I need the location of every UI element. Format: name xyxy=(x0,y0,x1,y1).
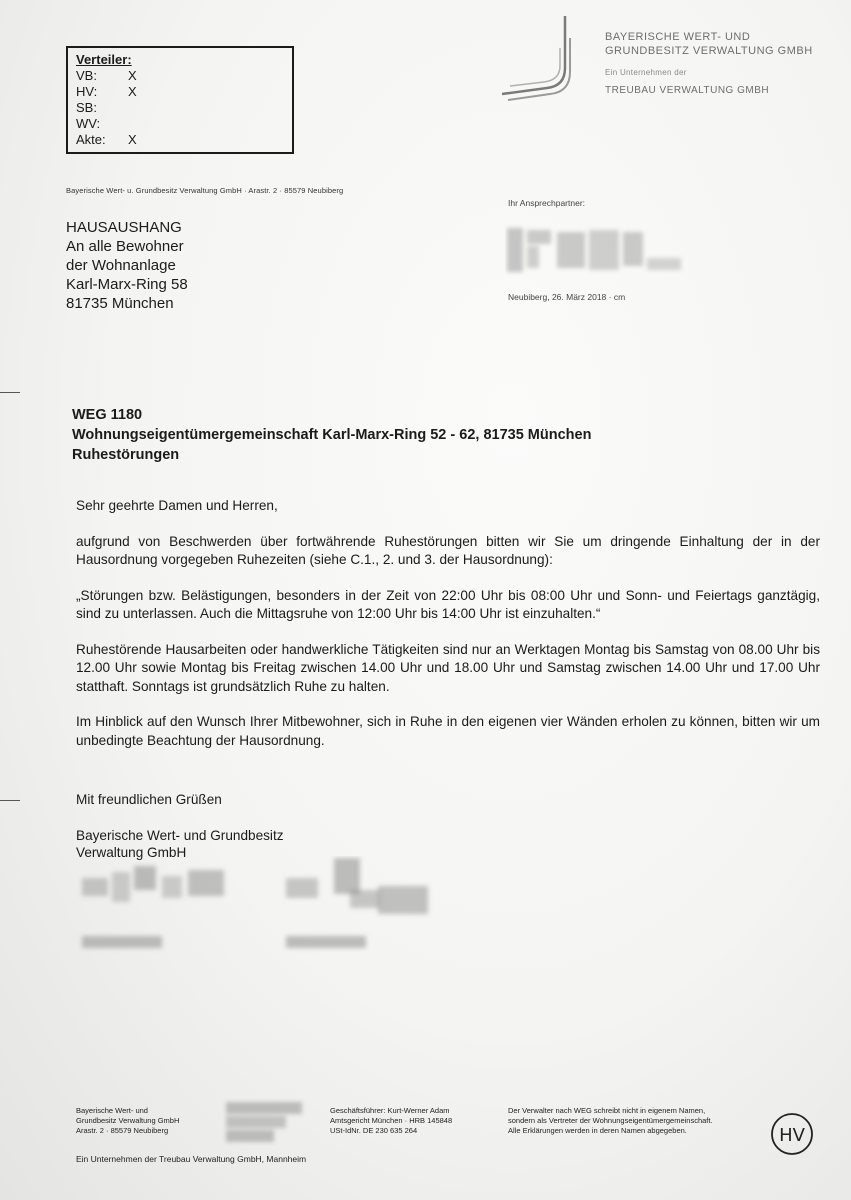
distribution-row-wv xyxy=(76,116,292,132)
recipient-line: der Wohnanlage xyxy=(66,257,176,274)
letter-date: Neubiberg, 26. März 2018 · cm xyxy=(508,292,626,302)
distribution-key: WV: xyxy=(76,116,101,131)
footer-company xyxy=(76,1106,179,1136)
footer-line: sondern als Vertreter der Wohnungseigentümergemeinschaft. xyxy=(508,1116,713,1125)
body-paragraph-3: Ruhestörende Hausarbeiten oder handwerkliche Tätigkeiten sind nur an Werktagen Montag bis Samstag von 08.00 Uhr bis 12.00 Uhr sowie Montag bis Freitag zwischen 14.00 Uhr und 18.00 Uhr und Samstag zwischen 14.00 Uhr und 17.00 Uhr statthaft. Sonntags ist grundsätzlich Ruhe zu halten. xyxy=(76,641,820,694)
recipient-line: An alle Bewohner xyxy=(66,238,184,255)
salutation: Sehr geehrte Damen und Herren, xyxy=(76,498,278,513)
footer-legal-note xyxy=(508,1106,713,1136)
distribution-key: SB: xyxy=(76,100,97,115)
company-logo-text xyxy=(605,30,813,98)
distribution-mark: X xyxy=(128,84,137,99)
subject-topic: Ruhestörungen xyxy=(72,447,180,463)
redacted-contact-name xyxy=(505,222,685,278)
company-line: Bayerische Wert- und Grundbesitz xyxy=(76,828,284,843)
footer-line: Amtsgericht München · HRB 145848 xyxy=(330,1116,453,1125)
footer-line: USt-IdNr. DE 230 635 264 xyxy=(330,1126,418,1135)
distribution-mark: X xyxy=(128,132,137,147)
footer-line: Arastr. 2 · 85579 Neubiberg xyxy=(76,1126,169,1135)
distribution-box xyxy=(66,46,294,154)
body-paragraph-1: aufgrund von Beschwerden über fortwährende Ruhestörungen bitten wir Sie um dringende Einhaltung der in der Hausordnung vorgegeben Ruhezeiten (siehe C.1., 2. und 3. der Hausordnung): xyxy=(76,533,820,567)
letter-body xyxy=(76,497,820,750)
footer-line: Geschäftsführer: Kurt-Werner Adam xyxy=(330,1106,450,1115)
fold-mark-bottom xyxy=(0,800,20,801)
recipient-line: 81735 München xyxy=(66,295,174,312)
distribution-mark xyxy=(128,116,148,132)
redacted-signature-left xyxy=(72,856,242,956)
footer-registry xyxy=(330,1106,452,1136)
logo-sub: Ein Unternehmen der xyxy=(605,68,687,77)
recipient-line: Karl-Marx-Ring 58 xyxy=(66,276,188,293)
footer-line: Alle Erklärungen werden in deren Namen abgegeben. xyxy=(508,1126,687,1135)
fold-mark-top xyxy=(0,392,20,393)
subject-weg: WEG 1180 xyxy=(72,407,143,423)
distribution-mark xyxy=(128,100,148,116)
redacted-signature-right xyxy=(282,856,442,956)
footer-line: Grundbesitz Verwaltung GmbH xyxy=(76,1116,180,1125)
distribution-row-akte xyxy=(76,132,292,148)
redacted-footer-contact xyxy=(222,1098,306,1146)
closing: Mit freundlichen Grüßen xyxy=(76,792,222,807)
distribution-key: VB: xyxy=(76,68,97,83)
logo-treubau: TREUBAU VERWALTUNG GMBH xyxy=(605,85,770,96)
body-paragraph-quote: „Störungen bzw. Belästigungen, besonders in der Zeit von 22:00 Uhr bis 08:00 Uhr und Sonn- und Feiertags ganztägig, sind zu unterlassen. Auch die Mittagsruhe von 12:00 Uhr bis 14:00 Uhr ist einzuhalten.“ xyxy=(76,587,820,621)
distribution-row-sb xyxy=(76,100,292,116)
distribution-title: Verteiler: xyxy=(76,52,132,67)
recipient-address xyxy=(66,218,188,313)
logo-line1: BAYERISCHE WERT- UND xyxy=(605,31,751,43)
subject-block xyxy=(72,405,591,465)
footer-parent-company: Ein Unternehmen der Treubau Verwaltung GmbH, Mannheim xyxy=(76,1154,307,1164)
hv-seal-letters: HV xyxy=(779,1125,805,1146)
footer-line: Der Verwalter nach WEG schreibt nicht in eigenem Namen, xyxy=(508,1106,706,1115)
subject-community: Wohnungseigentümergemeinschaft Karl-Marx-Ring 52 - 62, 81735 München xyxy=(72,427,592,443)
footer-line: Bayerische Wert- und xyxy=(76,1106,148,1115)
body-paragraph-4: Im Hinblick auf den Wunsch Ihrer Mitbewohner, sich in Ruhe in den eigenen vier Wänden erholen zu können, bitten wir um unbedingte Beachtung der Hausordnung. xyxy=(76,714,820,748)
distribution-row-hv xyxy=(76,84,292,100)
distribution-row-vb xyxy=(76,68,292,84)
logo-line2: GRUNDBESITZ VERWALTUNG GMBH xyxy=(605,45,813,57)
distribution-mark: X xyxy=(128,68,137,83)
distribution-key: HV: xyxy=(76,84,98,99)
company-logo-icon xyxy=(490,8,590,104)
return-address: Bayerische Wert- u. Grundbesitz Verwaltung GmbH · Arastr. 2 · 85579 Neubiberg xyxy=(66,186,344,195)
recipient-line: HAUSAUSHANG xyxy=(66,219,182,236)
company-line: Verwaltung GmbH xyxy=(76,845,187,860)
hv-seal-icon xyxy=(766,1110,820,1162)
distribution-key: Akte: xyxy=(76,132,106,147)
contact-label: Ihr Ansprechpartner: xyxy=(508,198,586,208)
